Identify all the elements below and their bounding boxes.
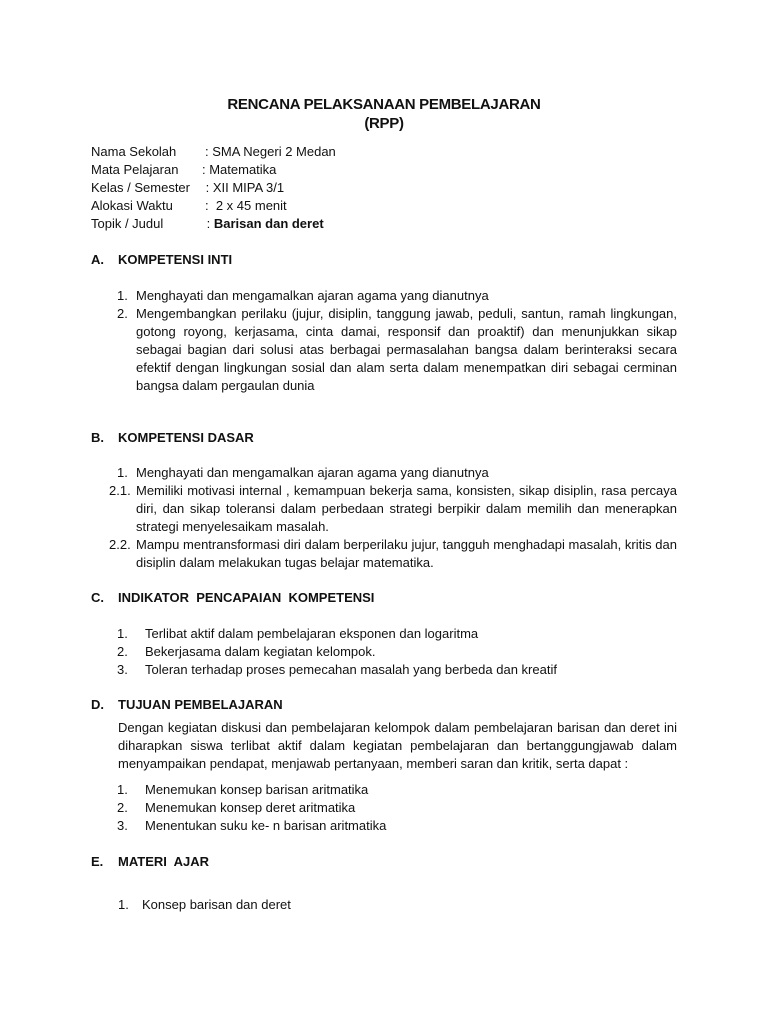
list-item xyxy=(117,661,677,679)
item-text: Mengembangkan perilaku (jujur, disiplin, tanggung jawab, peduli, santun, ramah lingkungan, gotong royong, kerjasama, cinta damai, responsif dan proaktif) dan menunjukkan sikap sebagai bagian dari solusi atas berbagai permasalahan bangsa dalam berinteraksi secara efektif dengan lingkungan sosial dan alam serta dalam menempatkan diri sebagai cerminan bangsa dalam pergaulan dunia xyxy=(136,306,677,393)
section-title: TUJUAN PEMBELAJARAN xyxy=(118,697,283,712)
section-c-heading xyxy=(91,589,374,607)
list-item xyxy=(109,536,677,572)
section-d-heading xyxy=(91,696,283,714)
info-value: : SMA Negeri 2 Medan xyxy=(205,144,336,159)
item-number: 2.2. xyxy=(109,537,131,552)
item-number: 1. xyxy=(117,288,128,303)
section-title: MATERI AJAR xyxy=(118,854,209,869)
list-item xyxy=(109,464,677,482)
section-letter: A. xyxy=(91,252,104,267)
item-text: Konsep barisan dan deret xyxy=(142,897,291,912)
item-text: Bekerjasama dalam kegiatan kelompok. xyxy=(145,644,376,659)
section-d-list xyxy=(117,781,677,835)
item-number: 1. xyxy=(118,897,129,912)
info-label: Mata Pelajaran xyxy=(91,162,179,177)
section-c-list xyxy=(117,625,677,679)
section-title: KOMPETENSI DASAR xyxy=(118,430,254,445)
section-letter: E. xyxy=(91,854,104,869)
item-number: 3. xyxy=(117,662,128,677)
item-text: Toleran terhadap proses pemecahan masalah yang berbeda dan kreatif xyxy=(145,662,557,677)
item-number: 2. xyxy=(117,644,128,659)
info-label: Nama Sekolah xyxy=(91,144,177,159)
section-b-list xyxy=(109,464,677,572)
section-letter: C. xyxy=(91,590,104,605)
item-number: 2. xyxy=(117,306,128,321)
info-label: Topik / Judul xyxy=(91,216,164,231)
list-item xyxy=(117,781,677,799)
info-value-topic: Barisan dan deret xyxy=(213,216,324,231)
item-number: 1. xyxy=(117,626,128,641)
section-a-heading xyxy=(91,251,232,269)
document-subtitle: (RPP) xyxy=(364,115,404,132)
section-letter: D. xyxy=(91,697,104,712)
item-number: 1. xyxy=(117,465,128,480)
list-item xyxy=(117,625,677,643)
info-value: : XII MIPA 3/1 xyxy=(202,180,285,195)
list-item xyxy=(109,482,677,536)
list-item xyxy=(117,817,677,835)
item-number: 2.1. xyxy=(109,483,131,498)
section-d-paragraph: Dengan kegiatan diskusi dan pembelajaran kelompok dalam pembelajaran barisan dan deret ini diharapkan siswa terlibat aktif dalam kegiatan pembelajaran dan bertanggungjawab dalam menyampaikan pendapat, menjawab pertanyaan, memberi saran dan kritik, serta dapat : xyxy=(118,720,677,771)
item-text: Menemukan konsep deret aritmatika xyxy=(145,800,356,815)
item-text: Menemukan konsep barisan aritmatika xyxy=(145,782,369,797)
section-b-heading xyxy=(91,429,254,447)
item-text: Mampu mentransformasi diri dalam berperilaku jujur, tangguh menghadapi masalah, kritis dan disiplin dalam melakukan tugas belajar matematika. xyxy=(136,537,677,570)
info-value: : 2 x 45 menit xyxy=(205,198,287,213)
list-item xyxy=(117,287,677,305)
section-title: INDIKATOR PENCAPAIAN KOMPETENSI xyxy=(118,590,375,605)
item-number: 1. xyxy=(117,782,128,797)
item-text: Menghayati dan mengamalkan ajaran agama yang dianutnya xyxy=(136,465,489,480)
document-title: RENCANA PELAKSANAAN PEMBELAJARAN xyxy=(227,96,541,113)
item-text: Menentukan suku ke- n barisan aritmatika xyxy=(145,818,387,833)
section-e-list xyxy=(118,896,678,914)
list-item xyxy=(117,305,677,395)
info-value-prefix: : xyxy=(203,216,214,231)
list-item xyxy=(118,896,678,914)
section-a-list xyxy=(117,287,677,395)
info-value: : Matematika xyxy=(202,162,277,177)
list-item xyxy=(117,643,677,661)
item-text: Memiliki motivasi internal , kemampuan bekerja sama, konsisten, sikap disiplin, rasa percaya diri, dan sikap toleransi dalam perbedaan strategi berpikir dalam memilih dan menerapkan strategi menyelesaikam masalah. xyxy=(136,483,677,534)
info-value xyxy=(203,215,324,233)
item-text: Terlibat aktif dalam pembelajaran eksponen dan logaritma xyxy=(145,626,479,641)
section-e-heading xyxy=(91,853,209,871)
item-text: Menghayati dan mengamalkan ajaran agama yang dianutnya xyxy=(136,288,489,303)
info-label: Kelas / Semester xyxy=(91,180,190,195)
info-label: Alokasi Waktu xyxy=(91,198,173,213)
item-number: 2. xyxy=(117,800,128,815)
section-title: KOMPETENSI INTI xyxy=(118,252,233,267)
list-item xyxy=(117,799,677,817)
item-number: 3. xyxy=(117,818,128,833)
section-letter: B. xyxy=(91,430,104,445)
